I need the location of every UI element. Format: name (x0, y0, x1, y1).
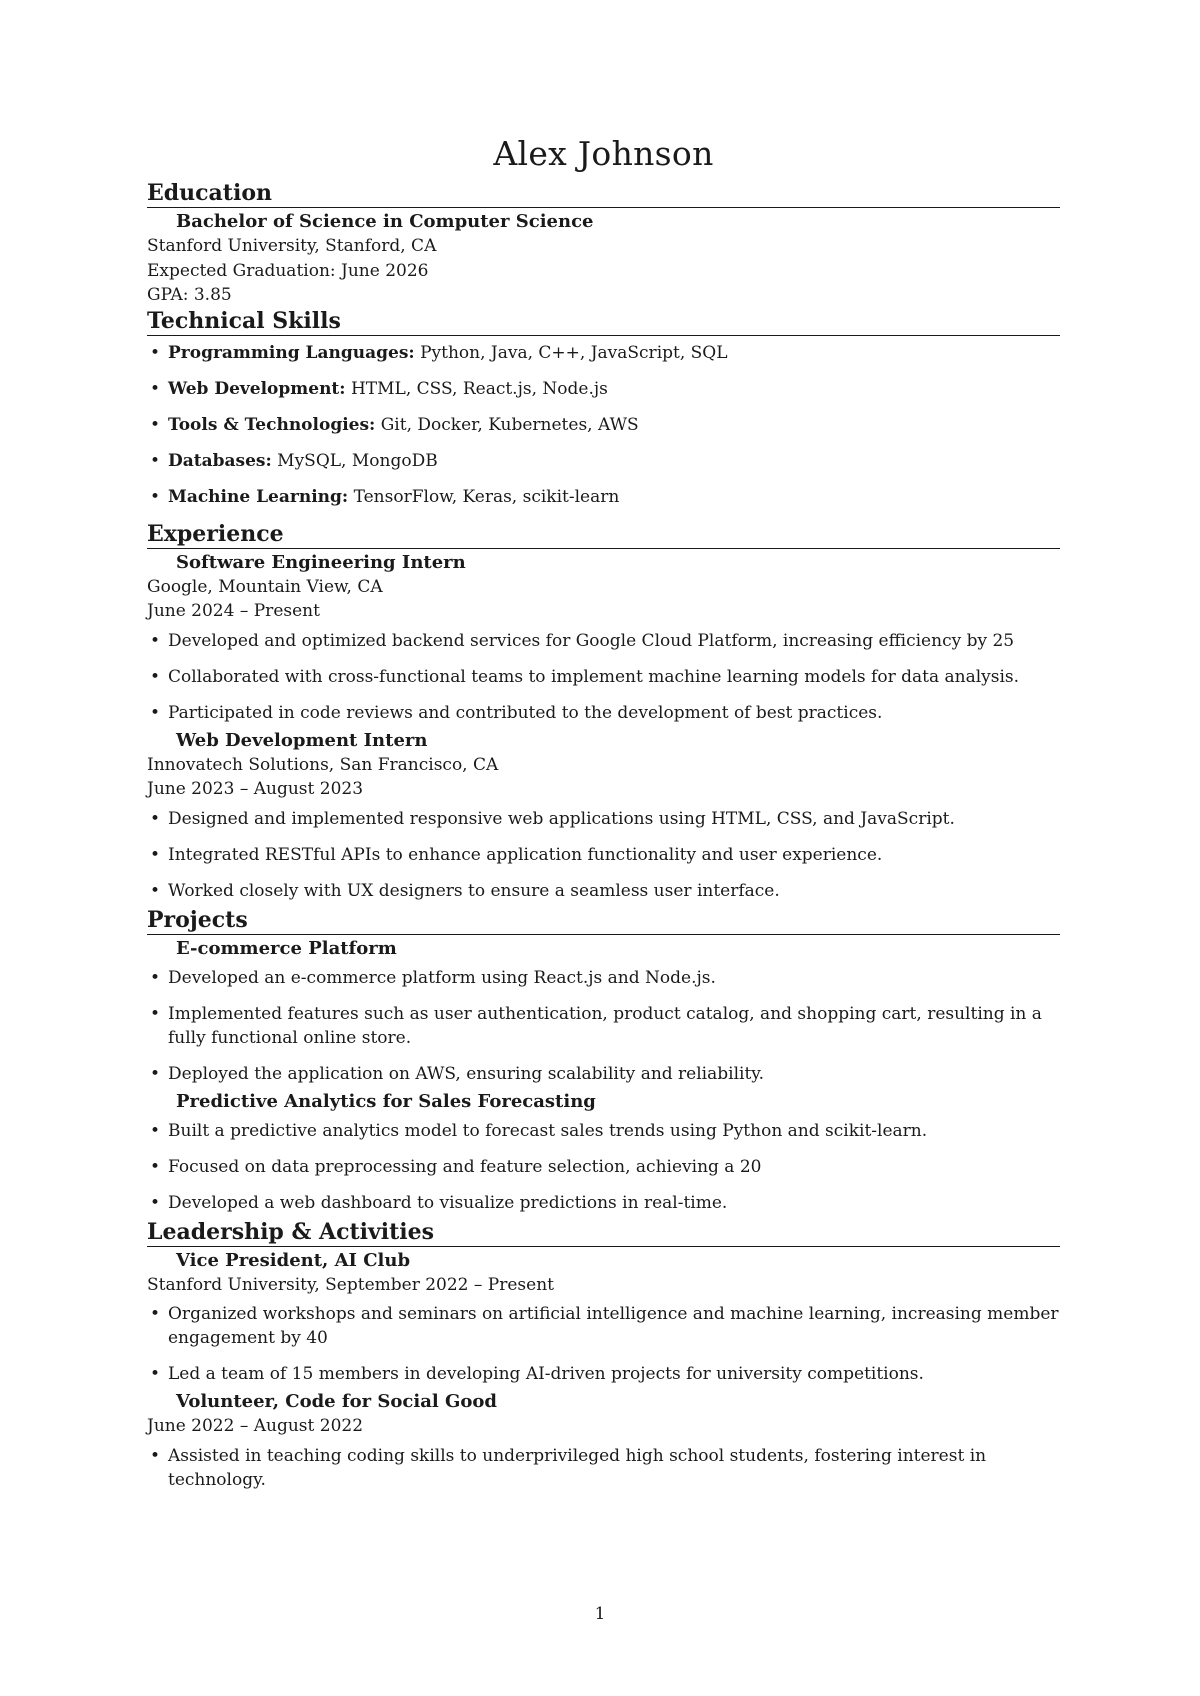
bullet-icon: • (150, 1156, 161, 1177)
skill-label: Databases: (168, 450, 272, 471)
job-bullets (147, 807, 1060, 903)
job-title: Software Engineering Intern (176, 551, 466, 573)
list-item-text: Implemented features such as user authentication, product catalog, and shopping cart, resulting in a fully functional online store. (168, 1003, 1042, 1048)
list-item-text: Developed an e-commerce platform using React.js and Node.js. (168, 967, 716, 988)
skill-value: Python, Java, C++, JavaScript, SQL (414, 342, 728, 363)
activity-title: Vice President, AI Club (176, 1249, 411, 1271)
projects-section (147, 907, 1060, 1215)
list-item-text: Assisted in teaching coding skills to underprivileged high school students, fostering interest in technology. (168, 1445, 987, 1490)
bullet-icon: • (150, 1445, 161, 1466)
skill-value: MySQL, MongoDB (271, 450, 438, 471)
bullet-icon: • (150, 1003, 161, 1024)
list-item (147, 879, 1060, 903)
job-bullets (147, 629, 1060, 725)
list-item-text: Developed and optimized backend services for Google Cloud Platform, increasing efficiency by 25 (168, 630, 1015, 651)
bullet-icon: • (150, 1063, 161, 1084)
list-item-text: Built a predictive analytics model to forecast sales trends using Python and scikit-learn. (168, 1120, 928, 1141)
skill-item (147, 377, 1060, 401)
skills-section (147, 308, 1060, 509)
bullet-icon: • (150, 450, 161, 471)
skill-item (147, 485, 1060, 509)
activity-bullets (147, 1444, 1060, 1492)
job-dates: June 2024 – Present (147, 601, 320, 621)
skill-label: Machine Learning: (168, 486, 349, 507)
project-bullets (147, 1119, 1060, 1215)
skill-item (147, 449, 1060, 473)
experience-heading: Experience (147, 521, 1060, 549)
skill-value: Git, Docker, Kubernetes, AWS (375, 414, 639, 435)
project-bullets (147, 966, 1060, 1086)
list-item (147, 1155, 1060, 1179)
bullet-icon: • (150, 844, 161, 865)
bullet-icon: • (150, 414, 161, 435)
list-item-text: Worked closely with UX designers to ensure a seamless user interface. (168, 880, 780, 901)
activity-detail: June 2022 – August 2022 (147, 1416, 364, 1436)
resume-page (147, 132, 1060, 1496)
job-title: Web Development Intern (176, 729, 428, 751)
education-section (147, 180, 1060, 308)
degree-title: Bachelor of Science in Computer Science (176, 211, 594, 232)
project-title: E-commerce Platform (176, 937, 397, 959)
projects-heading: Projects (147, 907, 1060, 935)
bullet-icon: • (150, 342, 161, 363)
list-item (147, 1444, 1060, 1492)
skill-value: TensorFlow, Keras, scikit-learn (348, 486, 620, 507)
list-item-text: Collaborated with cross-functional teams to implement machine learning models for data analysis. (168, 666, 1020, 687)
list-item-text: Participated in code reviews and contributed to the development of best practices. (168, 702, 883, 723)
graduation-line: Expected Graduation: June 2026 (147, 260, 429, 281)
list-item (147, 807, 1060, 831)
bullet-icon: • (150, 1304, 161, 1324)
list-item-text: Focused on data preprocessing and feature selection, achieving a 20 (168, 1156, 762, 1177)
skill-label: Tools & Technologies: (168, 414, 376, 435)
list-item-text: Organized workshops and seminars on artificial intelligence and machine learning, increasing member engagement by 40 (168, 1304, 1059, 1348)
list-item (147, 629, 1060, 653)
list-item (147, 1362, 1060, 1386)
bullet-icon: • (150, 880, 161, 901)
list-item (147, 1062, 1060, 1086)
bullet-icon: • (150, 1120, 161, 1141)
leadership-heading: Leadership & Activities (147, 1219, 1060, 1247)
bullet-icon: • (150, 486, 161, 507)
experience-section (147, 521, 1060, 903)
skill-value: HTML, CSS, React.js, Node.js (345, 378, 608, 399)
education-heading: Education (147, 180, 1060, 208)
list-item (147, 843, 1060, 867)
list-item-text: Designed and implemented responsive web applications using HTML, CSS, and JavaScript. (168, 808, 955, 829)
list-item-text: Integrated RESTful APIs to enhance application functionality and user experience. (168, 844, 883, 865)
bullet-icon: • (150, 967, 161, 988)
skill-label: Programming Languages: (168, 342, 415, 363)
activity-title: Volunteer, Code for Social Good (176, 1391, 497, 1412)
skills-heading: Technical Skills (147, 308, 1060, 336)
list-item-text: Developed a web dashboard to visualize predictions in real-time. (168, 1192, 728, 1213)
skill-label: Web Development: (168, 378, 346, 399)
skills-list (147, 341, 1060, 509)
school-line: Stanford University, Stanford, CA (147, 236, 437, 256)
bullet-icon: • (150, 1192, 161, 1213)
skill-item (147, 413, 1060, 437)
candidate-name: Alex Johnson (493, 134, 714, 173)
bullet-icon: • (150, 630, 161, 651)
list-item (147, 1191, 1060, 1215)
list-item (147, 1119, 1060, 1143)
gpa-line: GPA: 3.85 (147, 285, 232, 305)
list-item (147, 665, 1060, 689)
skill-item (147, 341, 1060, 365)
job-dates: June 2023 – August 2023 (147, 779, 364, 799)
bullet-icon: • (150, 1364, 161, 1384)
page-number: 1 (594, 1604, 606, 1624)
job-organization: Google, Mountain View, CA (147, 576, 383, 597)
list-item (147, 1002, 1060, 1050)
bullet-icon: • (150, 666, 161, 687)
bullet-icon: • (150, 702, 161, 723)
list-item (147, 966, 1060, 990)
bullet-icon: • (150, 808, 161, 829)
project-title: Predictive Analytics for Sales Forecasting (176, 1090, 596, 1112)
list-item-text: Deployed the application on AWS, ensuring scalability and reliability. (168, 1063, 765, 1084)
activity-bullets (147, 1302, 1060, 1386)
list-item (147, 701, 1060, 725)
bullet-icon: • (150, 378, 161, 399)
list-item-text: Led a team of 15 members in developing AI-driven projects for university competitions. (168, 1364, 924, 1384)
leadership-section (147, 1219, 1060, 1492)
activity-detail: Stanford University, September 2022 – Present (147, 1274, 554, 1295)
list-item (147, 1302, 1060, 1350)
job-organization: Innovatech Solutions, San Francisco, CA (147, 754, 499, 775)
